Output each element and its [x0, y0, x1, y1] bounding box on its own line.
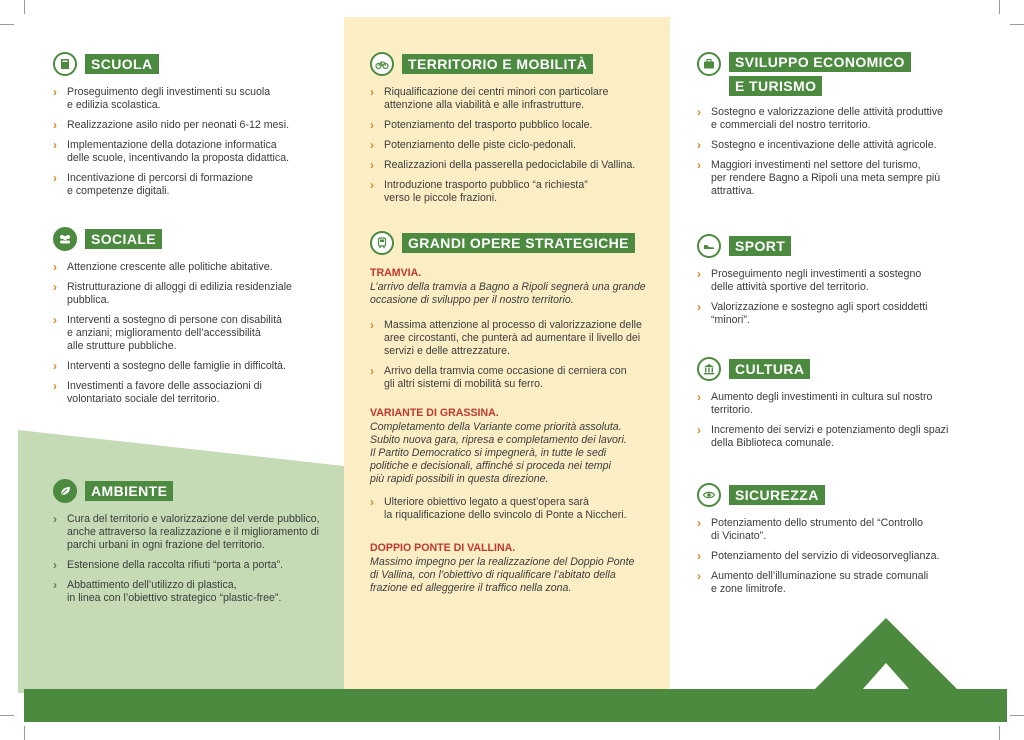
list-item: › Valorizzazione e sostegno agli sport cosiddetti “minori”.	[697, 300, 928, 326]
list-item: › Proseguimento negli investimenti a sostegno delle attività sportive del territorio.	[697, 267, 922, 293]
subsection-text: L’arrivo della tramvia a Bagno a Ripoli segnerà una grande occasione di sviluppo per il nostro territorio.	[370, 281, 646, 306]
section-sociale	[53, 227, 343, 413]
item-list	[697, 391, 977, 450]
list-item: › Incentivazione di percorsi di formazione e competenze digitali.	[53, 171, 254, 197]
section-title-line2: E TURISMO	[729, 76, 822, 96]
list-item: › Sostegno e incentivazione delle attività agricole.	[697, 138, 937, 152]
footer-bar	[24, 689, 1007, 722]
title-wrap	[729, 52, 911, 96]
item-list	[370, 319, 665, 391]
book-icon	[53, 52, 77, 76]
section-title: CULTURA	[729, 359, 810, 379]
section-sicurezza	[697, 483, 977, 603]
subsection-title: DOPPIO PONTE DI VALLINA.	[370, 542, 516, 554]
list-item: › Potenziamento dello strumento del “Controllo di Vicinato”.	[697, 516, 923, 542]
section-ambiente	[53, 479, 343, 612]
list-item: › Interventi a sostegno delle famiglie in difficoltà.	[53, 359, 286, 373]
subsection-text: Massimo impegno per la realizzazione del Doppio Ponte di Vallina, con l’obiettivo di riqualificare l’abitato della frazione ed alleggerire il traffico nella zona.	[370, 556, 635, 594]
item-list	[370, 86, 660, 205]
subsection-text: Completamento della Variante come priorità assoluta. Subito nuova gara, ripresa e completamento dei lavori. Il Partito Democratico si impegnerà, in tutte le sedi politiche e decisionali, affinché si proceda nei tempi più rapidi possibili in questa direzione.	[370, 421, 627, 485]
section-title: SICUREZZA	[729, 485, 825, 505]
section-sviluppo	[697, 52, 977, 205]
ponte-block	[370, 542, 665, 595]
people-icon	[53, 227, 77, 251]
list-item: › Cura del territorio e valorizzazione del verde pubblico, anche attraverso la realizzazione e il miglioramento di parchi urbani in ogni frazione del territorio.	[53, 512, 320, 551]
item-list	[53, 513, 343, 605]
list-item: › Incremento dei servizi e potenziamento degli spazi della Biblioteca comunale.	[697, 423, 949, 449]
item-list	[697, 268, 977, 327]
item-list	[697, 517, 977, 596]
tramvia-block	[370, 267, 665, 391]
list-item: › Maggiori investimenti nel settore del turismo, per rendere Bagno a Ripoli una meta sempre più attrattiva.	[697, 158, 941, 197]
tram-icon	[370, 231, 394, 255]
list-item: › Introduzione trasporto pubblico “a richiesta” verso le piccole frazioni.	[370, 178, 588, 204]
list-item: › Attenzione crescente alle politiche abitative.	[53, 260, 273, 274]
list-item: › Implementazione della dotazione informatica delle scuole, incentivando la proposta didattica.	[53, 138, 290, 164]
subsection-title: TRAMVIA.	[370, 267, 422, 279]
section-territorio	[370, 52, 660, 212]
sneaker-icon	[697, 234, 721, 258]
list-item: › Realizzazione asilo nido per neonati 6-12 mesi.	[53, 118, 290, 132]
list-item: › Aumento dell’illuminazione su strade comunali e zone limitrofe.	[697, 569, 929, 595]
list-item: › Aumento degli investimenti in cultura sul nostro territorio.	[697, 390, 933, 416]
section-title: SCUOLA	[85, 54, 159, 74]
museum-icon	[697, 357, 721, 381]
list-item: › Abbattimento dell’utilizzo di plastica, in linea con l’obiettivo strategico “plastic-free”.	[53, 578, 282, 604]
list-item: › Potenziamento delle piste ciclo-pedonali.	[370, 138, 576, 152]
list-item: › Riqualificazione dei centri minori con particolare attenzione alla viabilità e alle infrastrutture.	[370, 85, 609, 111]
item-list	[370, 496, 665, 522]
section-title: SOCIALE	[85, 229, 162, 249]
list-item: › Interventi a sostegno di persone con disabilità e anziani; miglioramento dell’accessibilità alle strutture pubbliche.	[53, 313, 282, 352]
list-item: › Investimenti a favore delle associazioni di volontariato sociale del territorio.	[53, 379, 262, 405]
list-item: › Potenziamento del servizio di videosorveglianza.	[697, 549, 940, 563]
section-scuola	[53, 52, 343, 205]
list-item: › Realizzazioni della passerella pedociclabile di Vallina.	[370, 158, 636, 172]
eye-icon	[697, 483, 721, 507]
list-item: › Massima attenzione al processo di valorizzazione delle aree circostanti, che punterà ad aumentare il livello dei servizi e delle attrezzature.	[370, 318, 642, 357]
subsection-title: VARIANTE DI GRASSINA.	[370, 407, 499, 419]
list-item: › Arrivo della tramvia come occasione di cerniera con gli altri sistemi di mobilità su ferro.	[370, 364, 627, 390]
list-item: › Ristrutturazione di alloggi di edilizia residenziale pubblica.	[53, 280, 292, 306]
list-item: › Ulteriore obiettivo legato a quest’opera sarà la riqualificazione dello svincolo di Ponte a Niccheri.	[370, 495, 627, 521]
briefcase-icon	[697, 52, 721, 76]
list-item: › Estensione della raccolta rifiuti “porta a porta”.	[53, 558, 284, 572]
section-title: SVILUPPO ECONOMICO	[729, 52, 911, 72]
list-item: › Proseguimento degli investimenti su scuola e edilizia scolastica.	[53, 85, 271, 111]
variante-block	[370, 407, 665, 522]
list-item: › Sostegno e valorizzazione delle attività produttive e commerciali del nostro territorio.	[697, 105, 944, 131]
section-grandi-opere	[370, 231, 665, 595]
section-title: GRANDI OPERE STRATEGICHE	[402, 233, 635, 253]
leaf-icon	[53, 479, 77, 503]
item-list	[53, 86, 343, 198]
section-cultura	[697, 357, 977, 457]
section-title: AMBIENTE	[85, 481, 173, 501]
item-list	[53, 261, 343, 406]
item-list	[697, 106, 977, 198]
section-sport	[697, 234, 977, 334]
list-item: › Potenziamento del trasporto pubblico locale.	[370, 118, 593, 132]
bicycle-icon	[370, 52, 394, 76]
section-title: SPORT	[729, 236, 791, 256]
section-title: TERRITORIO E MOBILITÀ	[402, 54, 593, 74]
